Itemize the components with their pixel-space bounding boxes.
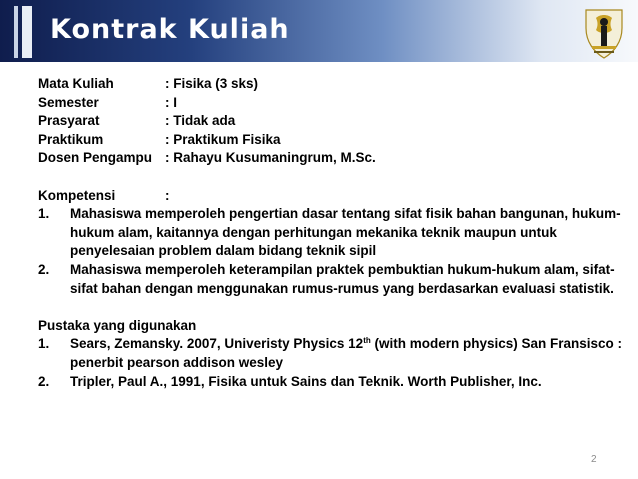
course-info-row (38, 149, 624, 168)
course-info-value: : Rahayu Kusumaningrum, M.Sc. (165, 150, 376, 166)
list-item (38, 373, 624, 392)
list-item-text: Mahasiswa memperoleh keterampilan praktek pembuktian hukum-hukum alam, sifat-sifat bahan dengan menggunakan rumus-rumus yang berdasarkan evaluasi statistik. (70, 261, 615, 296)
list-item-text (70, 335, 624, 372)
list-item (38, 261, 624, 298)
list-item-number: 1. (38, 336, 50, 352)
references-section (38, 317, 624, 391)
slide-title: Kontrak Kuliah (50, 14, 290, 45)
course-info-label: Mata Kuliah (38, 76, 114, 91)
reference-text-start: Sears, Zemansky. 2007, Univeristy Physics 12 (70, 336, 364, 352)
course-info-label: Semester (38, 94, 99, 110)
course-info-label: Prasyarat (38, 113, 100, 129)
page-number: 2 (591, 454, 597, 465)
course-info-row (38, 75, 624, 94)
course-info-value: : Fisika (3 sks) (165, 76, 259, 91)
list-item (38, 205, 624, 261)
course-info-value: : I (165, 94, 177, 110)
references-heading: Pustaka yang digunakan (38, 317, 197, 333)
course-info-label: Praktikum (38, 131, 104, 147)
slide-content (38, 75, 624, 391)
university-emblem-icon (578, 6, 630, 60)
competence-section (38, 187, 624, 299)
course-info-row (38, 131, 624, 150)
course-info-value: : Praktikum Fisika (165, 131, 281, 147)
list-item-number: 2. (38, 261, 50, 277)
course-info-row (38, 112, 624, 131)
slide-header (0, 0, 638, 62)
header-accent-bar (14, 6, 18, 58)
competence-heading-row (38, 187, 624, 206)
list-item-text: Mahasiswa memperoleh pengertian dasar tentang sifat fisik bahan bangunan, hukum-hukum alam, kaitannya dengan perhitungan mekanika teknik maupun untuk penyelesaian problem dalam bidang teknik sipil (70, 206, 621, 259)
list-item-text: Tripler, Paul A., 1991, Fisika untuk Sains dan Teknik. Worth Publisher, Inc. (70, 373, 542, 389)
course-info (38, 75, 624, 168)
competence-label: Kompetensi (38, 187, 116, 203)
reference-superscript: th (363, 336, 371, 346)
competence-colon: : (165, 187, 170, 203)
reference-text-end: (with modern physics) San Fransisco : penerbit pearson addison wesley (70, 336, 623, 370)
list-item-number: 2. (38, 373, 50, 389)
course-info-value: : Tidak ada (165, 113, 236, 129)
header-accent-bar-light (22, 6, 32, 58)
list-item-number: 1. (38, 206, 50, 222)
list-item (38, 335, 624, 372)
course-info-row (38, 94, 624, 113)
course-info-label: Dosen Pengampu (38, 150, 153, 166)
